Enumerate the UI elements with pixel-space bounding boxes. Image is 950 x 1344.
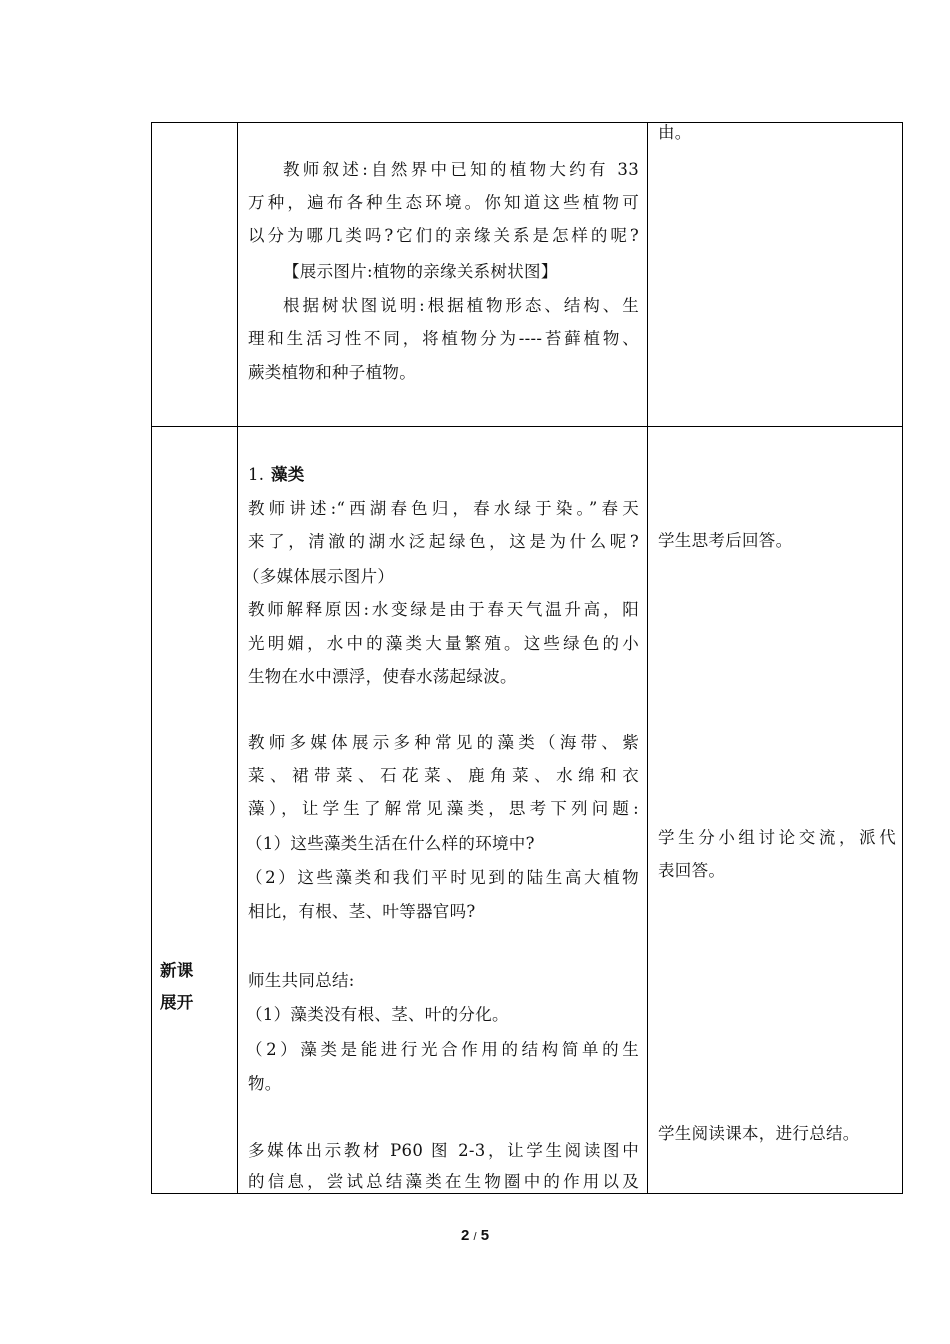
paragraph-line: （2）藻类是能进行光合作用的结构简单的生 (246, 1040, 639, 1059)
paragraph-line: 光明媚，水中的藻类大量繁殖。这些绿色的小 (248, 634, 639, 653)
paragraph-line: 生物在水中漂浮，使春水荡起绿波。 (248, 667, 517, 686)
right-cell-text: 表回答。 (658, 861, 726, 880)
table-row-divider (151, 426, 903, 427)
right-cell-text: 学生分小组讨论交流，派代 (658, 828, 896, 847)
table-border-top (151, 122, 903, 123)
page-total: 5 (480, 1227, 490, 1244)
paragraph-line: 理和生活习性不同，将植物分为----苔藓植物、 (248, 329, 639, 348)
paragraph-line: 来了，清澈的湖水泛起绿色，这是为什么呢? (248, 532, 639, 551)
paragraph-line: 蕨类植物和种子植物。 (248, 363, 416, 382)
paragraph-line: 的信息，尝试总结藻类在生物圈中的作用以及 (248, 1172, 639, 1191)
paragraph-line: 根据树状图说明:根据植物形态、结构、生 (283, 296, 639, 315)
right-cell-text: 学生阅读课本，进行总结。 (658, 1124, 860, 1143)
paragraph-line: 以分为哪几类吗?它们的亲缘关系是怎样的呢? (248, 226, 639, 245)
table-border-right (902, 122, 903, 1194)
paragraph-line: 万种，遍布各种生态环境。你知道这些植物可 (248, 193, 639, 212)
page-current: 2 (460, 1227, 470, 1244)
paragraph-line: 教师多媒体展示多种常见的藻类（海带、紫 (248, 733, 639, 752)
paragraph-line: （1）这些藻类生活在什么样的环境中? (246, 834, 535, 853)
section-label: 新课 (160, 961, 194, 980)
section-label: 展开 (160, 993, 194, 1012)
table-border-left (151, 122, 152, 1194)
paragraph-line: 教师解释原因:水变绿是由于春天气温升高，阳 (248, 600, 639, 619)
right-cell-text: 由。 (658, 123, 692, 142)
paragraph-line: （2）这些藻类和我们平时见到的陆生高大植物 (246, 868, 639, 887)
paragraph-line: （1）藻类没有根、茎、叶的分化。 (246, 1005, 509, 1024)
paragraph-line: 菜、裙带菜、石花菜、鹿角菜、水绵和衣 (248, 766, 639, 785)
right-cell-text: 学生思考后回答。 (658, 531, 793, 550)
paragraph-line: 教师叙述:自然界中已知的植物大约有 33 (283, 160, 639, 179)
paragraph-line: （多媒体展示图片） (243, 567, 395, 586)
paragraph-line: 物。 (248, 1074, 282, 1093)
page-separator: / (473, 1231, 477, 1243)
paragraph-line: 教师讲述:“西湖春色归，春水绿于染。”春天 (248, 499, 639, 518)
paragraph-line: 【展示图片:植物的亲缘关系树状图】 (283, 262, 558, 281)
paragraph-line: 多媒体出示教材 P60 图 2-3，让学生阅读图中 (248, 1141, 639, 1160)
table-divider-2 (647, 122, 648, 1194)
section-heading: 藻类 (271, 465, 305, 484)
table-divider-1 (237, 122, 238, 1194)
heading-number: 1. (248, 465, 265, 484)
page-number (0, 1226, 950, 1247)
paragraph-line: 藻），让学生了解常见藻类，思考下列问题: (248, 799, 639, 818)
paragraph-line: 师生共同总结: (248, 971, 355, 990)
paragraph-line: 相比，有根、茎、叶等器官吗? (248, 902, 476, 921)
